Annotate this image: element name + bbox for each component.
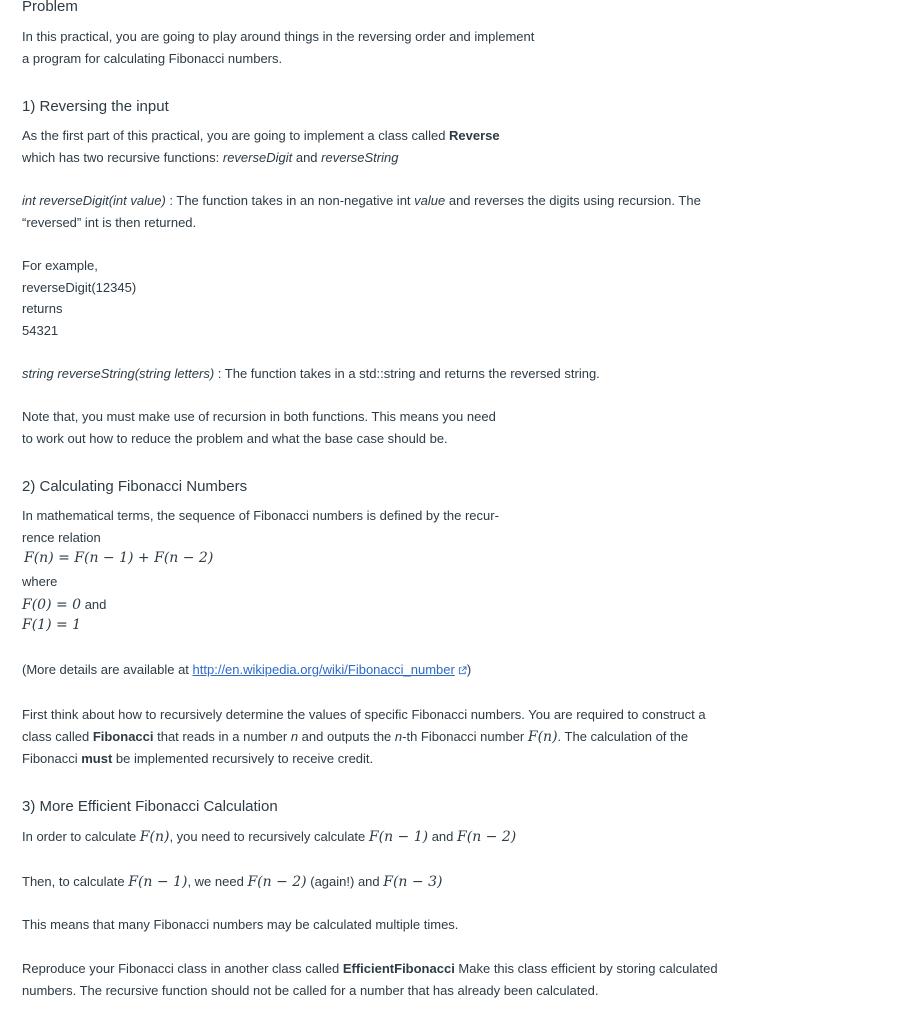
fn-reverse-string: reverseString (321, 149, 399, 165)
more-details: (More details are available at http://en.wikipedia.org/wiki/Fibonacci_number ) (22, 662, 472, 677)
intro-line-2: a program for calculating Fibonacci numbers. (22, 50, 283, 66)
section-2-heading: 2) Calculating Fibonacci Numbers (22, 478, 248, 495)
intro-line-1: In this practical, you are going to play around things in the reversing order and implement (22, 29, 535, 44)
fibonacci-task: First think about how to recursively determine the values of specific Fibonacci numbers. You are required to construct a class called Fibonacci that reads in a number n and outputs the n-th Fibonacci number F(n). The calculation of the Fibonacci must be implemented recursively to receive credit. (22, 707, 706, 766)
class-name-efficient-fibonacci: EfficientFibonacci (342, 961, 455, 976)
external-link-icon (458, 666, 467, 675)
example-block: For example, reverseDigit(12345) returns 54321 (22, 258, 137, 338)
reverse-digit-signature: int reverseDigit(int value) (22, 193, 166, 208)
base-case-0: F(0) = 0 and (22, 597, 107, 613)
class-name-fibonacci: Fibonacci (92, 728, 154, 744)
efficiency-line-2: Then, to calculate F(n − 1), we need F(n − 2) (again!) and F(n − 3) (22, 874, 443, 890)
intro-paragraph (22, 26, 534, 69)
wikipedia-link[interactable]: http://en.wikipedia.org/wiki/Fibonacci_number (192, 662, 455, 677)
efficient-fibonacci-task: Reproduce your Fibonacci class in another class called EfficientFibonacci Make this class efficient by storing calculated numbers. The recursive function should not be called for a number that has already been calculated. (22, 961, 718, 998)
fn-reverse-digit: reverseDigit (222, 149, 293, 165)
recurrence-equation: F(n) = F(n − 1) + F(n − 2) (24, 550, 214, 566)
recursion-note: Note that, you must make use of recursion in both functions. This means you need to work out how to reduce the problem and what the base case should be. (22, 409, 496, 446)
section-1-intro: As the first part of this practical, you are going to implement a class called Reverse which has two recursive functions: reverseDigit and reverseString (22, 128, 500, 165)
reverse-string-description: string reverseString(string letters) : The function takes in a std::string and returns the reversed string. (22, 366, 600, 381)
efficiency-line-3: This means that many Fibonacci numbers may be calculated multiple times. (22, 917, 459, 932)
efficiency-line-1: In order to calculate F(n), you need to recursively calculate F(n − 1) and F(n − 2) (22, 829, 517, 845)
recurrence-intro: In mathematical terms, the sequence of Fibonacci numbers is defined by the recur- rence relation (22, 508, 499, 545)
section-3-heading: 3) More Efficient Fibonacci Calculation (22, 798, 278, 815)
class-name-reverse: Reverse (449, 128, 500, 143)
section-1-heading: 1) Reversing the input (22, 98, 169, 115)
reverse-digit-description: int reverseDigit(int value) : The function takes in an non-negative int value and reverses the digits using recursion. The “reversed” int is then returned. (22, 193, 701, 230)
reverse-string-signature: string reverseString(string letters) (22, 366, 215, 381)
problem-title: Problem (22, 0, 78, 15)
where-label: where (22, 574, 58, 589)
base-case-1: F(1) = 1 (22, 617, 82, 633)
